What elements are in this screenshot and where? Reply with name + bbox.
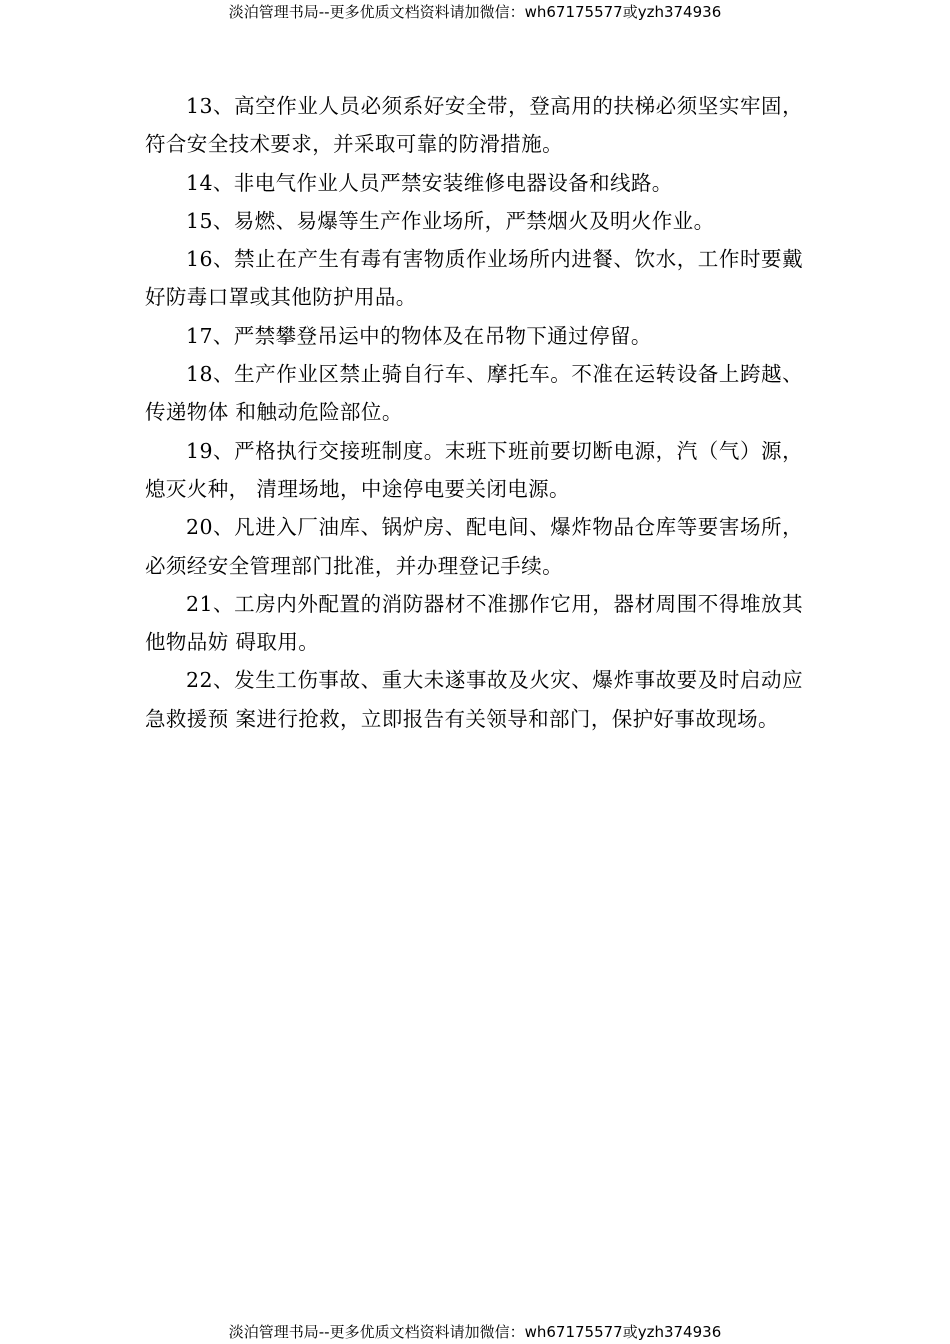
rule-22-paragraph: 22、发生工伤事故、重大未遂事故及火灾、爆炸事故要及时启动应急救援预 案进行抢救，立即报告有关领导和部门，保护好事故现场。 xyxy=(145,668,803,731)
rule-19-paragraph: 19、严格执行交接班制度。末班下班前要切断电源，汽（气）源，熄灭火种， 清理场地，中途停电要关闭电源。 xyxy=(145,438,803,501)
rule-18-paragraph: 18、生产作业区禁止骑自行车、摩托车。不准在运转设备上跨越、传递物体 和触动危险部位。 xyxy=(145,362,803,425)
rule-20-paragraph: 20、凡进入厂油库、锅炉房、配电间、爆炸物品仓库等要害场所，必须经安全管理部门批准，并办理登记手续。 xyxy=(145,515,803,578)
rule-16-paragraph: 16、禁止在产生有毒有害物质作业场所内进餐、饮水，工作时要戴好防毒口罩或其他防护用品。 xyxy=(145,247,803,310)
page-footer: 淡泊管理书局--更多优质文档资料请加微信：wh67175577或yzh374936 xyxy=(228,1323,722,1341)
rule-14-paragraph: 14、非电气作业人员严禁安装维修电器设备和线路。 xyxy=(186,170,673,195)
rule-21-paragraph: 21、工房内外配置的消防器材不准挪作它用，器材周围不得堆放其他物品妨 碍取用。 xyxy=(145,591,803,655)
rule-17-paragraph: 17、严禁攀登吊运中的物体及在吊物下通过停留。 xyxy=(186,323,652,348)
page-header: 淡泊管理书局--更多优质文档资料请加微信：wh67175577或yzh374936 xyxy=(228,3,722,21)
document-body xyxy=(145,87,803,738)
rule-15-paragraph: 15、易燃、易爆等生产作业场所，严禁烟火及明火作业。 xyxy=(186,208,715,233)
rule-13-paragraph: 13、高空作业人员必须系好安全带，登高用的扶梯必须坚实牢固，符合安全技术要求，并采取可靠的防滑措施。 xyxy=(145,94,803,157)
